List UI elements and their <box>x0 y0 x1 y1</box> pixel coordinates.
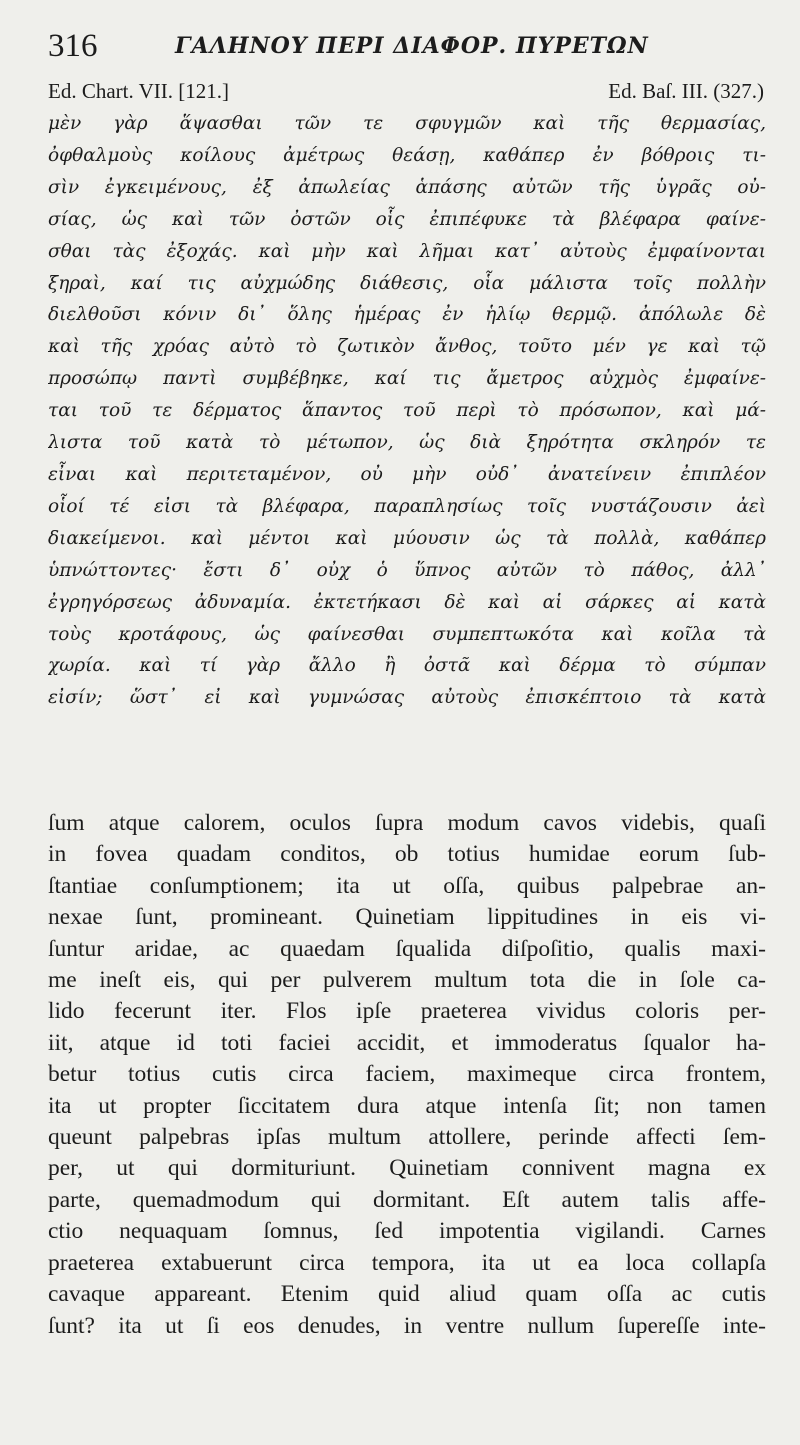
greek-line: ὑπνώττοντες· ἔστι δ᾽ οὐχ ὁ ὕπνος αὐτῶν τὸ πάθος, ἀλλ᾽ <box>48 559 766 581</box>
latin-line: per, ut qui dormituriunt. Quinetiam connivent magna ex <box>48 1155 766 1182</box>
latin-line: ſum atque calorem, oculos ſupra modum cavos videbis, quaſi <box>48 810 766 836</box>
greek-text-block <box>48 108 766 714</box>
greek-line: χωρία. καὶ τί γὰρ ἄλλο ἢ ὀστᾶ καὶ δέρμα τὸ σύμπαν <box>48 655 766 677</box>
greek-line: τοὺς κροτάφους, ὡς φαίνεσθαι συμπεπτωκότα καὶ κοῖλα τὰ <box>48 623 766 645</box>
greek-line: σὶν ἐγκειμένους, ἐξ ἀπωλείας ἁπάσης αὐτῶν τῆς ὑγρᾶς οὐ- <box>48 176 766 198</box>
latin-line: queunt palpebras ipſas multum attollere, perinde affecti ſem- <box>48 1124 766 1151</box>
greek-line: διακείμενοι. καὶ μέντοι καὶ μύουσιν ὡς τὰ πολλὰ, καθάπερ <box>48 527 766 549</box>
greek-line: ὀφθαλμοὺς κοίλους ἀμέτρως θεάσῃ, καθάπερ ἐν βόθροις τι- <box>48 144 766 166</box>
page-number: 316 <box>48 28 98 64</box>
latin-line: ita ut propter ſiccitatem dura atque intenſa ſit; non tamen <box>48 1092 766 1119</box>
latin-line: parte, quemadmodum qui dormitant. Eſt autem talis affe- <box>48 1186 766 1213</box>
greek-line: ται τοῦ τε δέρματος ἅπαντος τοῦ περὶ τὸ πρόσωπον, καὶ μά- <box>48 400 766 422</box>
greek-line: εἶναι καὶ περιτεταμένον, οὐ μὴν οὐδ᾽ ἀνατείνειν ἐπιπλέον <box>48 463 766 485</box>
latin-line: praeterea extabuerunt circa tempora, ita ut ea loca collapſa <box>48 1249 766 1276</box>
greek-line: μὲν γὰρ ἅψασθαι τῶν τε σφυγμῶν καὶ τῆς θερμασίας, <box>48 113 766 134</box>
latin-text-block <box>48 808 766 1342</box>
latin-line: ſunt? ita ut ſi eos denudes, in ventre nullum ſupereſſe inte- <box>48 1312 766 1339</box>
running-title: ΓΑΛΗΝΟΥ ΠΕΡΙ ΔΙΑΦΟΡ. ΠΥΡΕΤΩΝ <box>175 33 649 59</box>
greek-line: οἷοί τέ εἰσι τὰ βλέφαρα, παραπλησίως τοῖς νυστάζουσιν ἀεὶ <box>48 495 766 517</box>
greek-line: ἐγρηγόρσεως ἀδυναμία. ἐκτετήκασι δὲ καὶ αἱ σάρκες αἱ κατὰ <box>48 591 766 613</box>
greek-line: εἰσίν; ὥστ᾽ εἰ καὶ γυμνώσας αὐτοὺς ἐπισκέπτοιο τὰ κατὰ <box>48 687 766 709</box>
latin-line: lido fecerunt iter. Flos ipſe praeterea vividus coloris per- <box>48 998 766 1025</box>
greek-line: σίας, ὡς καὶ τῶν ὀστῶν οἷς ἐπιπέφυκε τὰ βλέφαρα φαίνε- <box>48 208 766 230</box>
latin-line: in fovea quadam conditos, ob totius humidae eorum ſub- <box>48 841 766 868</box>
latin-line: nexae ſunt, promineant. Quinetiam lippitudines in eis vi- <box>48 904 766 931</box>
greek-line: λιστα τοῦ κατὰ τὸ μέτωπον, ὡς διὰ ξηρότητα σκληρόν τε <box>48 432 766 454</box>
latin-line: me ineſt eis, qui per pulverem multum tota die in ſole ca- <box>48 967 766 994</box>
latin-line: ſtantiae conſumptionem; ita ut oſſa, quibus palpebrae an- <box>48 872 766 899</box>
edition-reference-right: Ed. Baſ. III. (327.) <box>608 79 764 103</box>
greek-line: καὶ τῆς χρόας αὐτὸ τὸ ζωτικὸν ἄνθος, τοῦτο μέν γε καὶ τῷ <box>48 336 766 358</box>
greek-line: ξηραὶ, καί τις αὐχμώδης διάθεσις, οἷα μάλιστα τοῖς πολλὴν <box>48 272 766 294</box>
greek-line: προσώπῳ παντὶ συμβέβηκε, καί τις ἄμετρος αὐχμὸς ἐμφαίνε- <box>48 368 766 390</box>
edition-reference-left: Ed. Chart. VII. [121.] <box>48 79 229 103</box>
latin-line: iit, atque id toti faciei accidit, et immoderatus ſqualor ha- <box>48 1029 766 1056</box>
latin-line: cavaque appareant. Etenim quid aliud quam oſſa ac cutis <box>48 1281 766 1308</box>
latin-line: ctio nequaquam ſomnus, ſed impotentia vigilandi. Carnes <box>48 1218 766 1245</box>
latin-line: betur totius cutis circa faciem, maximeque circa frontem, <box>48 1061 766 1088</box>
greek-line: διελθοῦσι κόνιν δι᾽ ὅλης ἡμέρας ἐν ἡλίῳ θερμῷ. ἀπόλωλε δὲ <box>48 304 766 326</box>
greek-line: σθαι τὰς ἐξοχάς. καὶ μὴν καὶ λῆμαι κατ᾽ αὐτοὺς ἐμφαίνονται <box>48 240 766 262</box>
latin-line: ſuntur aridae, ac quaedam ſqualida diſpoſitio, qualis maxi- <box>48 935 766 962</box>
